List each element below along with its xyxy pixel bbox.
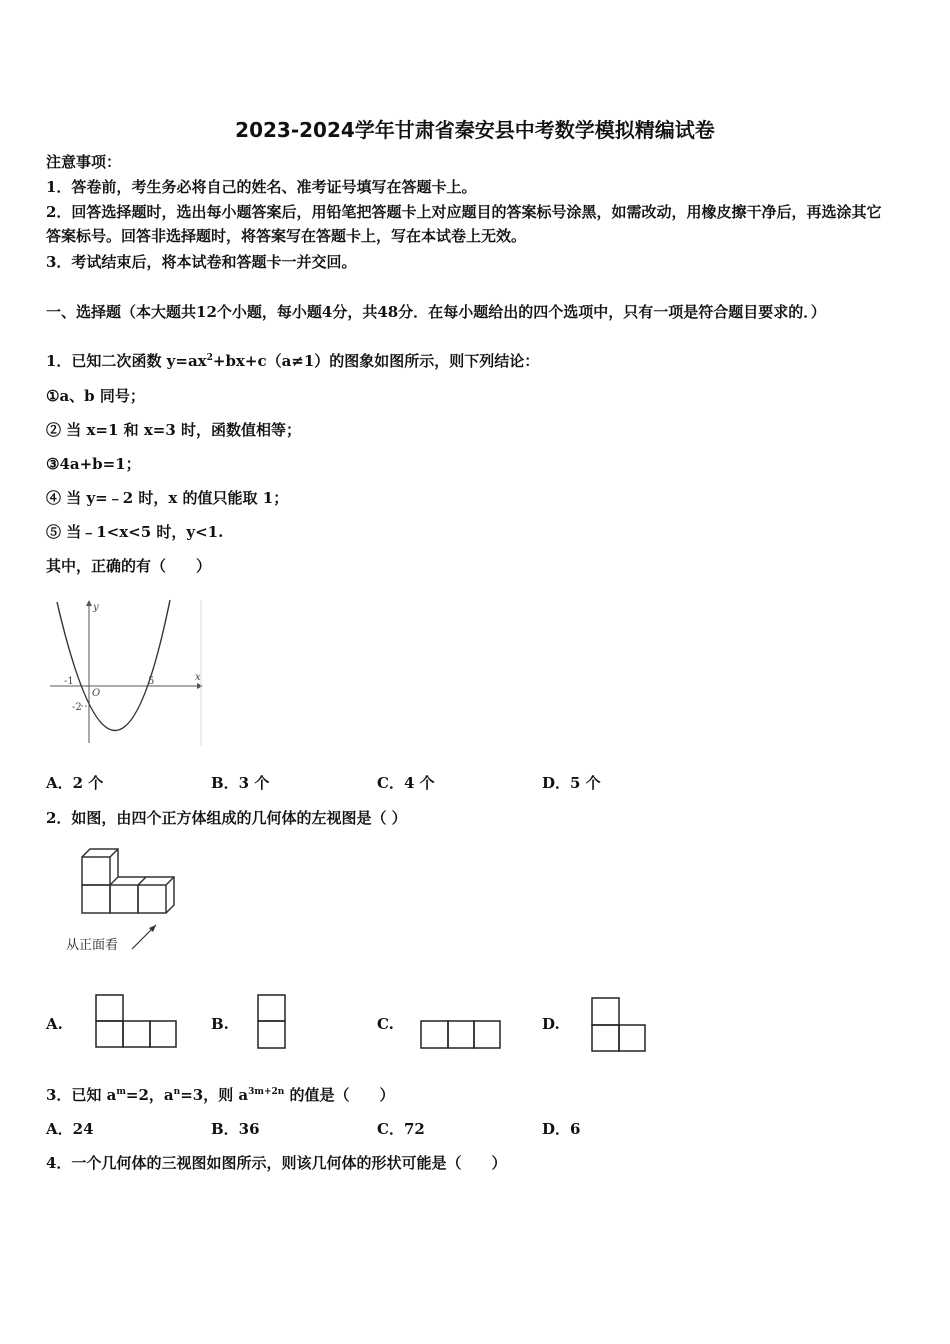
y-axis-arrow bbox=[86, 600, 92, 606]
q2-option-b-label: B. bbox=[211, 1015, 229, 1033]
q2-option-c-figure bbox=[419, 1019, 503, 1051]
q1-option-d: D．5 个 bbox=[542, 774, 601, 792]
q4-stem: 4．一个几何体的三视图如图所示，则该几何体的形状可能是（ ） bbox=[46, 1154, 507, 1172]
q2-option-b-figure bbox=[256, 993, 288, 1053]
q1-parabola-figure bbox=[45, 598, 205, 748]
neg1-label: -1 bbox=[64, 676, 74, 687]
q3-stem: 3．已知 $a^m=2$，$a^n=3$，则 $a^{3m+2n}$ 的值是（ ） bbox=[46, 1086, 395, 1104]
q1-statement-2: ② 当 x=1 和 x=3 时，函数值相等； bbox=[46, 421, 302, 439]
note-item-3: 3．考试结束后，将本试卷和答题卡一并交回。 bbox=[46, 253, 357, 271]
q3-option-c: C．72 bbox=[377, 1120, 425, 1138]
x-label: x bbox=[195, 672, 201, 683]
q1-stem: 1．已知二次函数 $y=ax^2+bx+c(a\ne 1)$的图象如图所示，则下列结论： bbox=[46, 352, 540, 370]
q2-option-a-figure bbox=[94, 993, 178, 1057]
q3-option-b: B．36 bbox=[211, 1120, 260, 1138]
note-item-1: 1．答卷前，考生务必将自己的姓名、准考证号填写在答题卡上。 bbox=[46, 178, 477, 196]
five-label: 5 bbox=[148, 676, 155, 687]
q1-statement-3: ③4a+b=1； bbox=[46, 455, 141, 473]
q3-option-d: D．6 bbox=[542, 1120, 581, 1138]
q1-option-b: B．3 个 bbox=[211, 774, 270, 792]
origin-label: O bbox=[92, 688, 101, 699]
notes-heading: 注意事项： bbox=[46, 153, 122, 171]
note-item-2: 2．回答选择题时，选出每小题答案后，用铅笔把答题卡上对应题目的答案标号涂黑，如需改动，用橡皮擦干净后，再选涂其它答案标号。回答非选择题时，将答案写在答题卡上，写在本试卷上无效。 bbox=[46, 203, 882, 245]
q2-option-d-figure bbox=[590, 996, 648, 1054]
q1-option-c: C．4 个 bbox=[377, 774, 435, 792]
q2-option-c-label: C. bbox=[377, 1015, 394, 1033]
q1-prompt: 其中，正确的有（ ） bbox=[46, 557, 212, 575]
x-axis-arrow bbox=[197, 683, 203, 689]
q2-option-a-label: A. bbox=[46, 1015, 63, 1033]
q2-view-label: 从正面看 bbox=[66, 938, 119, 953]
page-title: 2023-2024学年甘肃省秦安县中考数学模拟精编试卷 bbox=[235, 118, 715, 142]
q1-statement-1: ①a、b 同号； bbox=[46, 387, 145, 405]
q1-option-a: A．2 个 bbox=[46, 774, 104, 792]
q1-statement-4: ④ 当 y=﹣2 时，x 的值只能取 1； bbox=[46, 489, 289, 507]
q3-option-a: A．24 bbox=[46, 1120, 94, 1138]
q2-stem: 2．如图，由四个正方体组成的几何体的左视图是（ ） bbox=[46, 809, 407, 827]
y-label: y bbox=[93, 602, 99, 613]
q2-option-d-label: D. bbox=[542, 1015, 560, 1033]
section-heading: 一、选择题（本大题共12个小题，每小题4分，共48分．在每小题给出的四个选项中，只有一项是符合题目要求的．） bbox=[46, 303, 826, 321]
q1-statement-5: ⑤ 当﹣1<x<5 时，y<1. bbox=[46, 523, 224, 541]
neg2-label: -2 bbox=[72, 702, 82, 713]
